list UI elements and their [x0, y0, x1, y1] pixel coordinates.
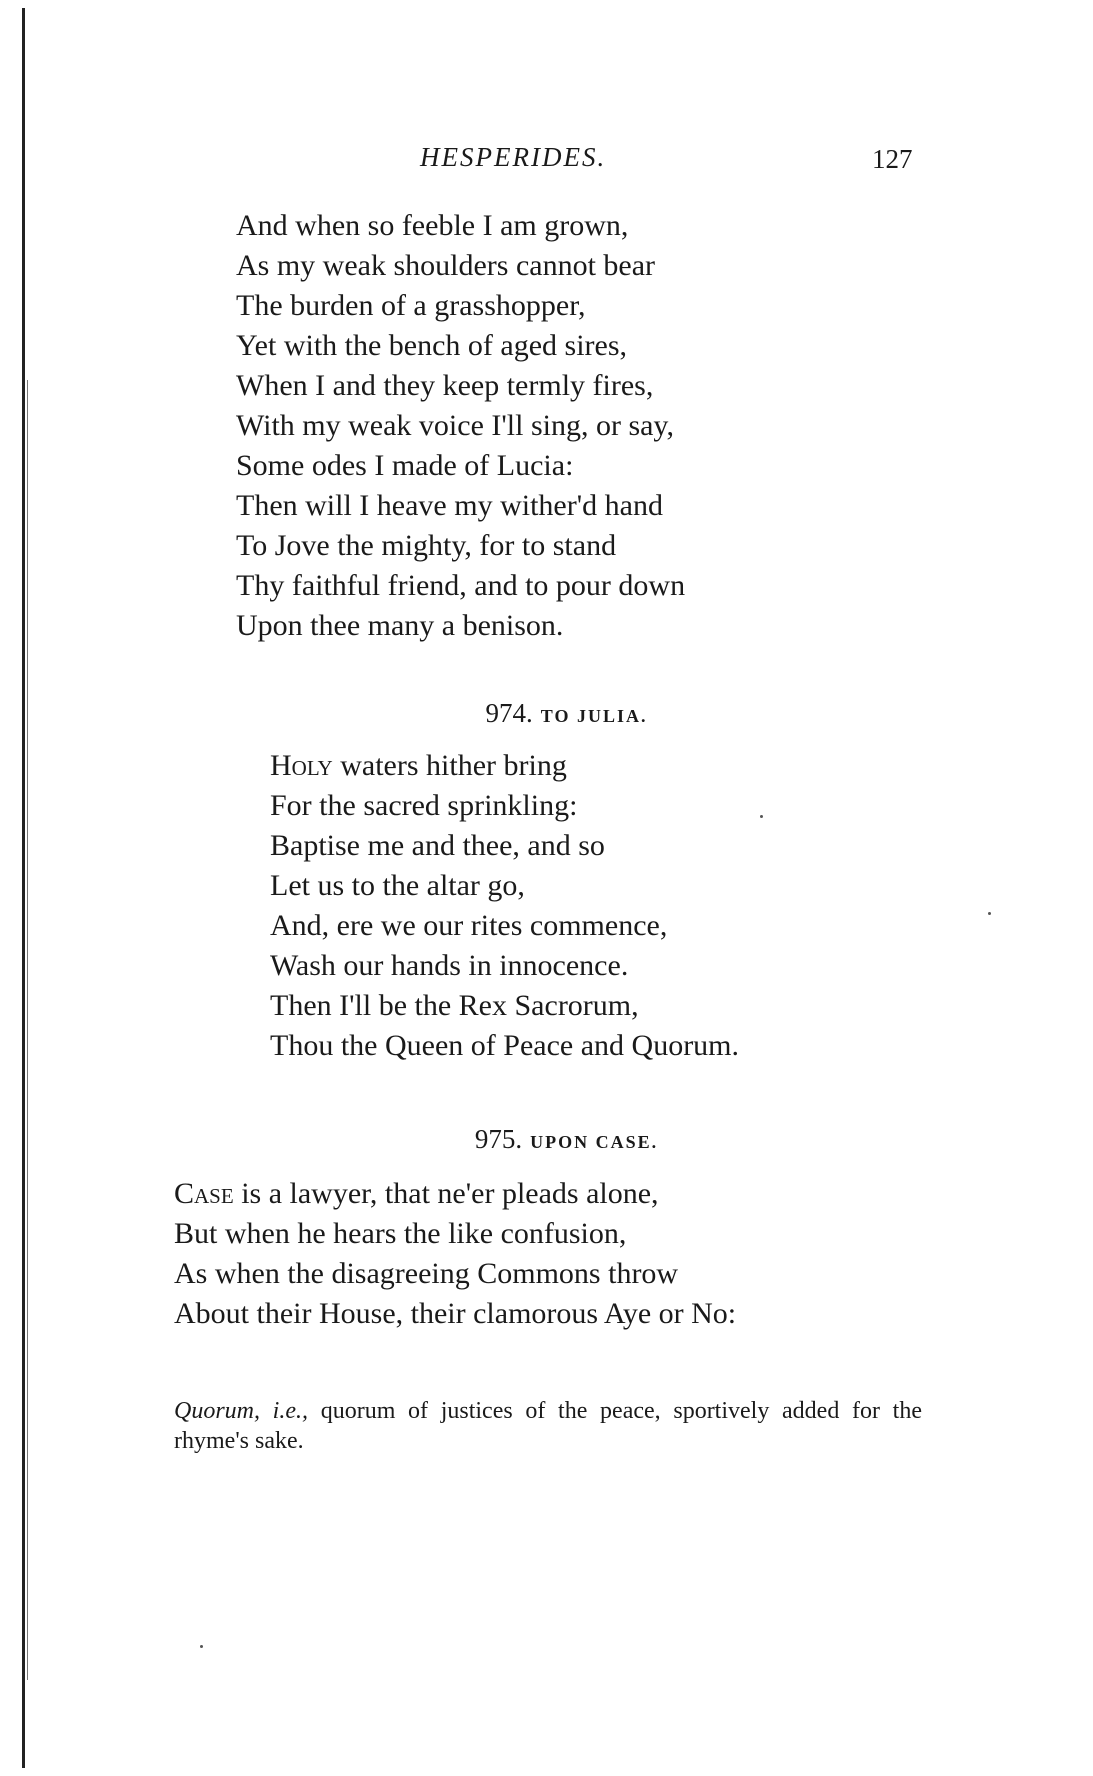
running-title: HESPERIDES.: [420, 142, 607, 172]
footnote-term: Quorum, i.e.,: [174, 1398, 309, 1424]
poem-line: As my weak shoulders cannot bear: [236, 249, 656, 282]
poem-line: Wash our hands in innocence.: [270, 949, 629, 982]
running-head: [0, 142, 1093, 182]
poem-line: [174, 1174, 736, 1214]
poem-line: Let us to the altar go,: [270, 869, 525, 902]
poem-975-heading: [0, 1124, 1093, 1155]
poem-975-body: [174, 1174, 736, 1334]
page-binding-edge: [22, 8, 25, 1768]
poem-line: Yet with the bench of aged sires,: [236, 329, 628, 362]
poem-title: UPON CASE.: [530, 1132, 659, 1152]
poem-line: Then I'll be the Rex Sacrorum,: [270, 989, 639, 1022]
page-number: 127: [872, 144, 913, 174]
print-speck: [760, 815, 763, 818]
poem-line: Baptise me and thee, and so: [270, 829, 605, 862]
poem-line: Thou the Queen of Peace and Quorum.: [270, 1029, 740, 1062]
poem-line: Some odes I made of Lucia:: [236, 449, 574, 482]
opening-word: Holy: [270, 749, 333, 782]
poem-number: 975.: [474, 1124, 523, 1154]
poem-title: TO JULIA.: [540, 706, 648, 726]
page-binding-shadow: [27, 380, 28, 1680]
poem-line: About their House, their clamorous Aye or No:: [174, 1297, 737, 1330]
poem-line: Thy faithful friend, and to pour down: [236, 569, 686, 602]
poem-line: To Jove the mighty, for to stand: [236, 529, 617, 562]
poem-line: The burden of a grasshopper,: [236, 289, 586, 322]
line-rest: is a lawyer, that ne'er pleads alone,: [233, 1177, 659, 1210]
poem-line: With my weak voice I'll sing, or say,: [236, 409, 674, 442]
print-speck: [988, 912, 991, 915]
poem-line: When I and they keep termly fires,: [236, 369, 654, 402]
poem-line: Then will I heave my wither'd hand: [236, 489, 663, 522]
continued-poem: [236, 206, 685, 646]
footnote: [174, 1396, 922, 1456]
print-speck: [200, 1645, 203, 1648]
footnote-text: quorum of justices of the peace, sportively added for the rhyme's sake.: [174, 1398, 922, 1454]
poem-line: Upon thee many a benison.: [236, 609, 564, 642]
poem-line: As when the disagreeing Commons throw: [174, 1257, 679, 1290]
opening-word: Case: [174, 1177, 234, 1210]
poem-974-heading: [0, 698, 1093, 729]
poem-line: For the sacred sprinkling:: [270, 789, 578, 822]
poem-line: And, ere we our rites commence,: [270, 909, 668, 942]
poem-line: And when so feeble I am grown,: [236, 209, 629, 242]
poem-number: 974.: [485, 698, 533, 728]
poem-line: But when he hears the like confusion,: [174, 1217, 627, 1250]
poem-974-body: [270, 746, 739, 1066]
line-rest: waters hither bring: [332, 749, 567, 782]
poem-line: [270, 746, 739, 786]
